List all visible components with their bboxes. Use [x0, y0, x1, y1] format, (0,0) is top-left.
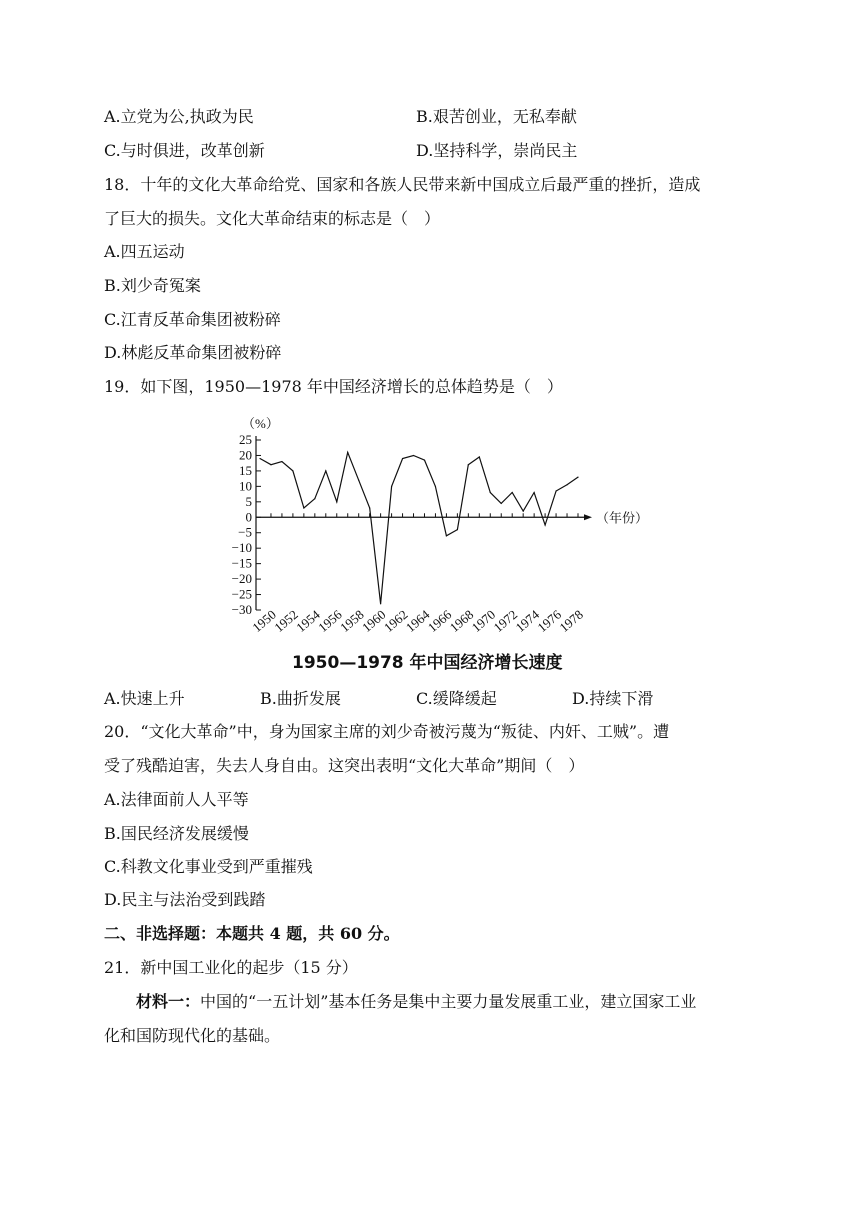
x-tick-label: 1964	[402, 606, 433, 636]
data-point	[479, 456, 480, 457]
data-point	[369, 507, 370, 508]
data-point	[314, 498, 315, 499]
data-point	[577, 476, 578, 477]
q21-material-line2: 化和国防现代化的基础。	[104, 1026, 281, 1045]
data-point	[336, 501, 337, 502]
data-point	[501, 503, 502, 504]
data-point	[259, 458, 260, 459]
q20-option-a: A.法律面前人人平等	[104, 790, 249, 809]
q18-stem-line1: 18．十年的文化大革命给党、国家和各族人民带来新中国成立后最严重的挫折，造成	[104, 175, 701, 194]
data-point	[413, 455, 414, 456]
data-point	[435, 486, 436, 487]
q21-material-label: 材料一：	[136, 992, 201, 1011]
q19-stem: 19．如下图，1950—1978 年中国经济增长的总体趋势是（ ）	[104, 377, 563, 396]
chart-y-label: （%）	[242, 416, 279, 431]
q20-option-c: C.科教文化事业受到严重摧残	[104, 857, 313, 876]
data-point	[347, 452, 348, 453]
x-tick-label: 1954	[293, 606, 323, 636]
x-tick-label: 1958	[337, 606, 367, 636]
y-tick-label: 10	[239, 478, 252, 494]
q20-option-b: B.国民经济发展缓慢	[104, 824, 249, 843]
x-tick-label: 1970	[468, 606, 499, 636]
x-tick-label: 1972	[490, 606, 521, 636]
chart-x-axis	[249, 513, 592, 635]
data-point	[281, 461, 282, 462]
q21-material-text: 中国的“一五计划”基本任务是集中主要力量发展重工业，建立国家工业	[200, 992, 697, 1011]
data-point	[512, 492, 513, 493]
y-tick-label: −30	[231, 602, 252, 617]
data-point	[380, 603, 381, 604]
y-tick-label: −10	[231, 540, 252, 556]
x-axis-arrow	[584, 514, 592, 520]
q20-stem-line2: 受了残酷迫害，失去人身自由。这突出表明“文化大革命”期间（ ）	[104, 756, 585, 775]
q17-option-d: D.坚持科学，崇尚民主	[416, 141, 578, 160]
data-point	[358, 480, 359, 481]
x-tick-label: 1968	[446, 606, 477, 636]
chart-y-axis	[232, 432, 261, 617]
data-point	[446, 535, 447, 536]
data-point	[545, 524, 546, 525]
data-point	[490, 492, 491, 493]
data-point	[303, 507, 304, 508]
y-tick-label: 25	[239, 432, 252, 447]
data-point	[457, 529, 458, 530]
data-point	[325, 470, 326, 471]
data-point	[270, 464, 271, 465]
chart-title: 1950—1978 年中国经济增长速度	[292, 653, 563, 673]
y-tick-label: −5	[238, 524, 252, 540]
q18-option-a: A.四五运动	[104, 242, 185, 261]
y-tick-label: 5	[245, 493, 252, 509]
q19-option-c: C.缓降缓起	[416, 689, 497, 708]
q21-stem: 21．新中国工业化的起步（15 分）	[104, 958, 358, 977]
y-tick-label: −25	[231, 586, 252, 602]
growth-chart	[218, 404, 649, 644]
x-tick-label: 1956	[315, 606, 345, 636]
section2-heading: 二、非选择题：本题共 4 题，共 60 分。	[104, 924, 400, 943]
x-tick-label: 1952	[271, 606, 301, 636]
chart-series	[259, 452, 578, 605]
data-point	[566, 484, 567, 485]
data-point	[402, 458, 403, 459]
q17-option-b: B.艰苦创业，无私奉献	[416, 107, 577, 126]
y-tick-label: −20	[231, 571, 252, 587]
x-tick-label: 1962	[380, 606, 411, 636]
chart-x-label: （年份）	[596, 510, 649, 526]
q17-option-c: C.与时俱进，改革创新	[104, 141, 265, 160]
data-point	[391, 486, 392, 487]
data-point	[523, 510, 524, 511]
x-tick-label: 1950	[249, 606, 279, 636]
q19-option-a: A.快速上升	[104, 689, 185, 708]
y-tick-label: 15	[239, 462, 252, 478]
data-point	[292, 470, 293, 471]
q18-option-c: C.江青反革命集团被粉碎	[104, 310, 281, 329]
q20-option-d: D.民主与法治受到践踏	[104, 890, 266, 909]
y-tick-label: 0	[245, 509, 252, 525]
q19-option-d: D.持续下滑	[572, 689, 654, 708]
q18-stem-line2: 了巨大的损失。文化大革命结束的标志是（ ）	[104, 209, 441, 228]
q18-option-d: D.林彪反革命集团被粉碎	[104, 343, 282, 362]
x-tick-label: 1974	[512, 606, 543, 636]
x-tick-label: 1966	[424, 606, 455, 636]
q21-material-line1	[136, 991, 696, 1013]
q18-option-b: B.刘少奇冤案	[104, 276, 201, 295]
q19-option-b: B.曲折发展	[260, 689, 341, 708]
x-tick-label: 1976	[534, 606, 564, 636]
data-point	[424, 459, 425, 460]
data-point	[468, 464, 469, 465]
data-point	[555, 490, 556, 491]
x-tick-label: 1960	[358, 606, 389, 636]
q17-option-a: A.立党为公,执政为民	[104, 107, 254, 126]
y-tick-label: 20	[239, 447, 252, 463]
y-tick-label: −15	[231, 555, 252, 571]
q20-stem-line1: 20．“文化大革命”中，身为国家主席的刘少奇被污蔑为“叛徒、内奸、工贼”。遭	[104, 722, 670, 741]
data-point	[534, 492, 535, 493]
x-tick-label: 1978	[556, 606, 586, 636]
growth-line	[260, 452, 578, 603]
